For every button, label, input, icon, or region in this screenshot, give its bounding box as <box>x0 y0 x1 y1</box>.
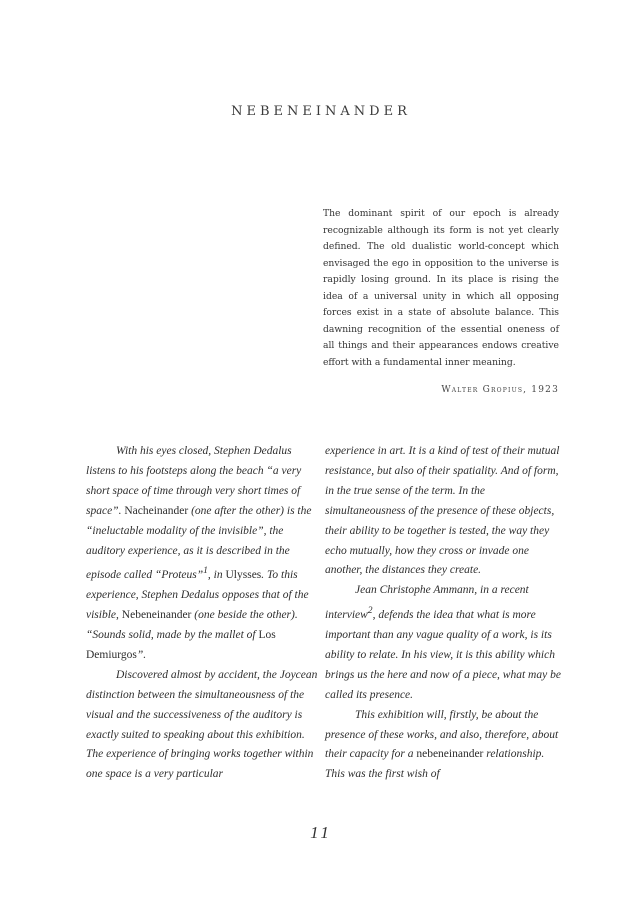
epigraph <box>323 206 559 395</box>
text-segment: This exhibition will, firstly, be about the presence of these works, and also, therefore, about their capacity for a <box>325 708 559 761</box>
page-number: 11 <box>310 823 332 842</box>
paragraph-dedalus <box>86 442 318 666</box>
paragraph-ammann <box>325 581 563 705</box>
epigraph-attribution: Walter Gropius, 1923 <box>441 385 559 396</box>
book-title-ulysses: Ulysses <box>225 569 262 582</box>
paragraph-exhibition <box>325 706 563 786</box>
paragraph-experience-continued: experience in art. It is a kind of test of their mutual resistance, but also of their spatiality. And of form, in the true sense of the term. In the simultaneousness of the presence of these objects, their ability to be together is tested, the way they echo mutually, how they cross or invade one another, the distances they create. <box>325 445 560 577</box>
term-nacheinander: Nacheinander <box>124 504 189 517</box>
epigraph-quote: The dominant spirit of our epoch is already recognizable although its form is not yet clearly defined. The old dualistic world-concept which envisaged the ego in opposition to the universe is rapidly losing ground. In its place is rising the idea of a universal unity in which all opposing forces exist in a state of absolute balance. This dawning recognition of the essential oneness of all things and their appearances endows creative effort with a fundamental inner meaning. <box>323 208 559 368</box>
text-segment: With his eyes closed, Stephen Dedalus listens to his footsteps along the beach “a very short space of time through very short times of space”. <box>86 445 302 517</box>
term-los-demiurgos: Los Demiurgos <box>86 628 276 661</box>
text-segment: relationship. This was the first wish of <box>325 748 545 781</box>
text-segment: . To this experience, Stephen Dedalus opposes that of the visible, <box>86 569 309 622</box>
term-nebeneinander: Nebeneinander <box>121 609 192 622</box>
text-segment: ”. <box>136 648 147 661</box>
text-segment: Jean Christophe Ammann, in a recent interview <box>325 584 529 622</box>
paragraph-joycean-distinction: Discovered almost by accident, the Joycean distinction between the simultaneousness of the visual and the successiveness of the auditory is exactly suited to speaking about this exhibition. The experience of bringing works together within one space is a very particular <box>86 668 318 781</box>
term-nebeneinander-lower: nebeneinander <box>416 748 484 761</box>
page-title: NEBENEINANDER <box>231 104 411 119</box>
footnote-marker: 2 <box>367 605 373 617</box>
left-column <box>86 442 318 785</box>
text-segment: (one beside the other). “Sounds solid, made by the mallet of <box>86 609 298 641</box>
text-segment: , defends the idea that what is more important than any vague quality of a work, is its ability to relate. In his view, it is this ability which brings us the here and now of a piece, what may be called its presence. <box>325 609 561 701</box>
text-segment: (one after the other) is the “ineluctable modality of the invisible”, the auditory experience, as it is described in the episode called “Proteus” <box>86 504 312 582</box>
text-segment: , in <box>207 569 226 582</box>
footnote-marker: 1 <box>203 565 208 577</box>
right-column <box>325 442 563 785</box>
